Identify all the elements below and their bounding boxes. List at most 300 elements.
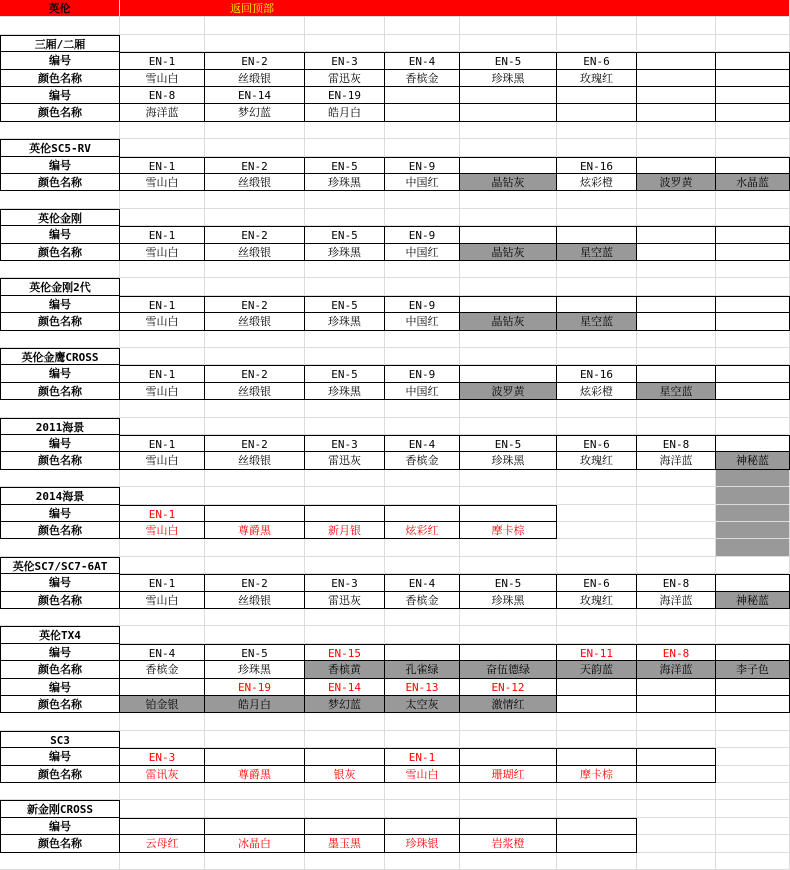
header-spacer[interactable] [637, 731, 716, 748]
header-spacer[interactable] [716, 209, 790, 226]
code-cell[interactable] [205, 818, 305, 835]
grid-cell[interactable] [460, 400, 557, 417]
grid-cell[interactable] [716, 783, 790, 800]
row-label-color[interactable]: 颜色名称 [0, 104, 120, 121]
color-name-cell[interactable]: 丝缎银 [205, 592, 305, 609]
header-spacer[interactable] [305, 35, 385, 52]
color-name-cell[interactable]: 海洋蓝 [637, 661, 716, 678]
color-name-cell[interactable]: 玫瑰红 [557, 70, 637, 87]
grid-cell[interactable] [205, 470, 305, 487]
section-title[interactable]: 英伦金刚2代 [0, 278, 120, 295]
row-label-color[interactable]: 颜色名称 [0, 174, 120, 191]
row-label-color[interactable]: 颜色名称 [0, 313, 120, 330]
color-name-cell[interactable]: 新月银 [305, 522, 385, 539]
grid-cell[interactable] [637, 800, 716, 817]
grid-cell[interactable] [305, 17, 385, 34]
color-name-cell[interactable] [557, 104, 637, 121]
color-name-cell[interactable]: 皓月白 [205, 696, 305, 713]
color-name-cell[interactable]: 太空灰 [385, 696, 460, 713]
header-spacer[interactable] [205, 418, 305, 435]
header-spacer[interactable] [637, 418, 716, 435]
code-cell[interactable]: EN-4 [385, 435, 460, 452]
header-spacer[interactable] [305, 348, 385, 365]
grid-cell[interactable] [0, 853, 120, 870]
color-name-cell[interactable]: 岩浆橙 [460, 835, 557, 852]
grid-cell[interactable] [120, 17, 205, 34]
code-cell[interactable]: EN-11 [557, 644, 637, 661]
code-cell[interactable] [637, 748, 716, 765]
grid-cell[interactable] [460, 539, 557, 556]
code-cell[interactable] [460, 296, 557, 313]
color-name-cell[interactable]: 晶钻灰 [460, 244, 557, 261]
header-spacer[interactable] [385, 800, 460, 817]
grid-cell[interactable] [205, 17, 305, 34]
code-cell[interactable] [385, 87, 460, 104]
code-cell[interactable] [460, 87, 557, 104]
grid-cell[interactable] [716, 261, 790, 278]
header-spacer[interactable] [557, 209, 637, 226]
grid-cell[interactable] [385, 609, 460, 626]
color-name-cell[interactable]: 铂金银 [120, 696, 205, 713]
grid-cell[interactable] [460, 122, 557, 139]
color-name-cell[interactable]: 中国红 [385, 313, 460, 330]
header-spacer[interactable] [120, 557, 205, 574]
code-cell[interactable] [716, 644, 790, 661]
grid-cell[interactable] [0, 191, 120, 208]
grid-cell[interactable] [716, 713, 790, 730]
header-spacer[interactable] [460, 487, 557, 504]
grid-cell[interactable] [460, 331, 557, 348]
header-spacer[interactable] [716, 278, 790, 295]
row-label-code[interactable]: 编号 [0, 574, 120, 591]
color-name-cell[interactable]: 雪山白 [120, 70, 205, 87]
code-cell[interactable]: EN-2 [205, 296, 305, 313]
color-name-cell[interactable]: 中国红 [385, 383, 460, 400]
code-cell[interactable] [460, 157, 557, 174]
grid-cell[interactable] [557, 539, 637, 556]
grid-cell[interactable] [460, 783, 557, 800]
code-cell[interactable] [120, 818, 205, 835]
grid-cell[interactable] [205, 783, 305, 800]
color-name-cell[interactable]: 珍珠银 [385, 835, 460, 852]
code-cell[interactable] [637, 296, 716, 313]
code-cell[interactable]: EN-1 [120, 574, 205, 591]
grid-cell[interactable] [557, 505, 637, 522]
color-name-cell[interactable] [637, 696, 716, 713]
header-spacer[interactable] [460, 626, 557, 643]
code-cell[interactable]: EN-9 [385, 226, 460, 243]
grid-cell[interactable] [716, 800, 790, 817]
code-cell[interactable] [305, 505, 385, 522]
grid-cell[interactable] [120, 539, 205, 556]
header-spacer[interactable] [205, 209, 305, 226]
color-name-cell[interactable]: 炫彩橙 [557, 383, 637, 400]
section-title[interactable]: 英伦SC5-RV [0, 139, 120, 156]
header-spacer[interactable] [460, 278, 557, 295]
row-label-color[interactable]: 颜色名称 [0, 522, 120, 539]
grid-cell[interactable] [120, 783, 205, 800]
color-name-cell[interactable]: 珍珠黑 [305, 313, 385, 330]
grid-cell[interactable] [305, 191, 385, 208]
grid-cell[interactable] [120, 853, 205, 870]
color-name-cell[interactable]: 梦幻蓝 [205, 104, 305, 121]
code-cell[interactable] [557, 679, 637, 696]
code-cell[interactable]: EN-8 [637, 574, 716, 591]
row-label-code[interactable]: 编号 [0, 679, 120, 696]
color-name-cell[interactable]: 珍珠黑 [305, 244, 385, 261]
row-label-code[interactable]: 编号 [0, 87, 120, 104]
code-cell[interactable] [385, 505, 460, 522]
row-label-color[interactable]: 颜色名称 [0, 383, 120, 400]
header-spacer[interactable] [205, 731, 305, 748]
header-spacer[interactable] [385, 418, 460, 435]
row-label-color[interactable]: 颜色名称 [0, 592, 120, 609]
grid-cell[interactable] [305, 261, 385, 278]
color-name-cell[interactable]: 星空蓝 [637, 383, 716, 400]
color-name-cell[interactable]: 星空蓝 [557, 313, 637, 330]
row-label-code[interactable]: 编号 [0, 748, 120, 765]
code-cell[interactable] [716, 296, 790, 313]
color-name-cell[interactable]: 雷迅灰 [305, 592, 385, 609]
header-spacer[interactable] [385, 278, 460, 295]
header-spacer[interactable] [557, 278, 637, 295]
header-spacer[interactable] [557, 557, 637, 574]
row-label-color[interactable]: 颜色名称 [0, 835, 120, 852]
back-to-top-link[interactable]: 返回顶部 [120, 0, 790, 17]
code-cell[interactable]: EN-19 [205, 679, 305, 696]
header-spacer[interactable] [460, 139, 557, 156]
header-spacer[interactable] [385, 139, 460, 156]
color-name-cell[interactable] [716, 104, 790, 121]
code-cell[interactable]: EN-6 [557, 435, 637, 452]
header-spacer[interactable] [385, 209, 460, 226]
grid-cell[interactable] [305, 539, 385, 556]
grid-cell[interactable] [557, 400, 637, 417]
grid-cell[interactable] [0, 331, 120, 348]
code-cell[interactable] [460, 505, 557, 522]
row-label-code[interactable]: 编号 [0, 435, 120, 452]
color-name-cell[interactable] [460, 104, 557, 121]
grid-cell[interactable] [637, 818, 716, 835]
grid-cell[interactable] [120, 470, 205, 487]
header-spacer[interactable] [460, 418, 557, 435]
code-cell[interactable]: EN-5 [460, 574, 557, 591]
code-cell[interactable] [637, 52, 716, 69]
header-spacer[interactable] [557, 800, 637, 817]
code-cell[interactable]: EN-1 [120, 226, 205, 243]
grid-cell[interactable] [120, 261, 205, 278]
color-name-cell[interactable]: 珍珠黑 [205, 661, 305, 678]
color-name-cell[interactable]: 珍珠黑 [460, 592, 557, 609]
header-spacer[interactable] [716, 418, 790, 435]
code-cell[interactable] [460, 644, 557, 661]
code-cell[interactable] [716, 52, 790, 69]
code-cell[interactable] [460, 748, 557, 765]
code-cell[interactable]: EN-5 [305, 296, 385, 313]
grid-cell[interactable] [205, 609, 305, 626]
grid-cell[interactable] [716, 400, 790, 417]
color-name-cell[interactable]: 墨玉黑 [305, 835, 385, 852]
code-cell[interactable] [557, 818, 637, 835]
grid-cell[interactable] [305, 609, 385, 626]
code-cell[interactable]: EN-1 [385, 748, 460, 765]
color-name-cell[interactable]: 海洋蓝 [120, 104, 205, 121]
header-spacer[interactable] [460, 557, 557, 574]
grid-cell[interactable] [0, 783, 120, 800]
color-name-cell[interactable]: 中国红 [385, 244, 460, 261]
grid-cell[interactable] [0, 400, 120, 417]
grid-cell[interactable] [716, 191, 790, 208]
grid-cell[interactable] [637, 522, 716, 539]
grid-cell[interactable] [460, 191, 557, 208]
code-cell[interactable]: EN-5 [460, 435, 557, 452]
grid-cell[interactable] [460, 713, 557, 730]
grid-cell[interactable] [716, 748, 790, 765]
code-cell[interactable]: EN-3 [305, 52, 385, 69]
code-cell[interactable] [716, 574, 790, 591]
grid-cell[interactable] [716, 331, 790, 348]
grid-cell[interactable] [637, 17, 716, 34]
color-name-cell[interactable]: 珍珠黑 [305, 383, 385, 400]
color-name-cell[interactable]: 中国红 [385, 174, 460, 191]
code-cell[interactable]: EN-4 [385, 574, 460, 591]
grid-cell[interactable] [460, 470, 557, 487]
grid-cell[interactable] [385, 853, 460, 870]
color-name-cell[interactable] [557, 696, 637, 713]
code-cell[interactable]: EN-8 [637, 435, 716, 452]
color-name-cell[interactable]: 雪山白 [120, 174, 205, 191]
color-name-cell[interactable]: 雪山白 [120, 244, 205, 261]
header-spacer[interactable] [716, 35, 790, 52]
color-name-cell[interactable]: 海洋蓝 [637, 452, 716, 469]
header-spacer[interactable] [205, 487, 305, 504]
color-name-cell[interactable] [716, 70, 790, 87]
grid-cell[interactable] [205, 261, 305, 278]
grid-cell[interactable] [120, 331, 205, 348]
code-cell[interactable]: EN-4 [385, 52, 460, 69]
code-cell[interactable]: EN-19 [305, 87, 385, 104]
row-label-code[interactable]: 编号 [0, 644, 120, 661]
header-spacer[interactable] [460, 800, 557, 817]
color-name-cell[interactable] [637, 70, 716, 87]
code-cell[interactable]: EN-8 [637, 644, 716, 661]
grid-cell[interactable] [557, 853, 637, 870]
code-cell[interactable]: EN-16 [557, 157, 637, 174]
header-spacer[interactable] [205, 35, 305, 52]
code-cell[interactable] [716, 435, 790, 452]
grid-cell[interactable] [637, 261, 716, 278]
color-name-cell[interactable] [637, 104, 716, 121]
color-name-cell[interactable]: 天韵蓝 [557, 661, 637, 678]
header-spacer[interactable] [205, 800, 305, 817]
code-cell[interactable]: EN-14 [305, 679, 385, 696]
section-title[interactable]: 英伦SC7/SC7-6AT [0, 557, 120, 574]
grid-cell[interactable] [557, 487, 637, 504]
color-name-cell[interactable] [637, 244, 716, 261]
code-cell[interactable] [557, 87, 637, 104]
header-spacer[interactable] [305, 278, 385, 295]
code-cell[interactable] [385, 644, 460, 661]
grid-cell[interactable] [637, 713, 716, 730]
code-cell[interactable]: EN-9 [385, 157, 460, 174]
color-name-cell[interactable]: 波罗黄 [460, 383, 557, 400]
color-name-cell[interactable] [637, 313, 716, 330]
grid-cell[interactable] [120, 713, 205, 730]
grid-cell[interactable] [120, 191, 205, 208]
grid-cell[interactable] [716, 731, 790, 748]
color-name-cell[interactable]: 香槟黄 [305, 661, 385, 678]
grid-cell[interactable] [557, 191, 637, 208]
grid-cell[interactable] [120, 400, 205, 417]
code-cell[interactable] [637, 679, 716, 696]
code-cell[interactable] [460, 226, 557, 243]
code-cell[interactable] [557, 296, 637, 313]
row-label-code[interactable]: 编号 [0, 505, 120, 522]
header-spacer[interactable] [305, 626, 385, 643]
color-name-cell[interactable]: 丝缎银 [205, 70, 305, 87]
grid-cell[interactable] [716, 609, 790, 626]
row-label-code[interactable]: 编号 [0, 818, 120, 835]
color-name-cell[interactable]: 炫彩橙 [557, 174, 637, 191]
color-name-cell[interactable]: 丝缎银 [205, 244, 305, 261]
section-title[interactable]: 英伦金刚 [0, 209, 120, 226]
code-cell[interactable] [716, 226, 790, 243]
grid-cell[interactable] [120, 609, 205, 626]
code-cell[interactable]: EN-1 [120, 505, 205, 522]
color-name-cell[interactable]: 香槟金 [385, 70, 460, 87]
row-label-color[interactable]: 颜色名称 [0, 696, 120, 713]
header-spacer[interactable] [716, 626, 790, 643]
header-spacer[interactable] [385, 348, 460, 365]
code-cell[interactable] [716, 87, 790, 104]
code-cell[interactable] [385, 818, 460, 835]
grid-cell[interactable] [637, 835, 716, 852]
grid-cell[interactable] [0, 261, 120, 278]
grid-cell[interactable] [305, 400, 385, 417]
grid-cell[interactable] [716, 853, 790, 870]
grid-cell[interactable] [637, 400, 716, 417]
header-spacer[interactable] [120, 487, 205, 504]
grid-cell[interactable] [305, 713, 385, 730]
grid-cell[interactable] [557, 713, 637, 730]
header-spacer[interactable] [305, 557, 385, 574]
header-spacer[interactable] [716, 348, 790, 365]
gray-filler-cell[interactable] [716, 470, 790, 487]
grid-cell[interactable] [557, 470, 637, 487]
grid-cell[interactable] [637, 505, 716, 522]
grid-cell[interactable] [557, 122, 637, 139]
section-title[interactable]: SC3 [0, 731, 120, 748]
grid-cell[interactable] [385, 470, 460, 487]
section-title[interactable]: 2014海景 [0, 487, 120, 504]
grid-cell[interactable] [557, 609, 637, 626]
grid-cell[interactable] [385, 539, 460, 556]
color-name-cell[interactable]: 炫彩红 [385, 522, 460, 539]
grid-cell[interactable] [637, 487, 716, 504]
color-name-cell[interactable]: 孔雀绿 [385, 661, 460, 678]
header-spacer[interactable] [385, 35, 460, 52]
grid-cell[interactable] [385, 261, 460, 278]
color-name-cell[interactable] [557, 835, 637, 852]
grid-cell[interactable] [305, 783, 385, 800]
row-label-code[interactable]: 编号 [0, 365, 120, 382]
header-spacer[interactable] [637, 139, 716, 156]
header-spacer[interactable] [120, 800, 205, 817]
header-spacer[interactable] [557, 731, 637, 748]
grid-cell[interactable] [557, 261, 637, 278]
color-name-cell[interactable]: 皓月白 [305, 104, 385, 121]
header-spacer[interactable] [120, 139, 205, 156]
color-name-cell[interactable]: 香槟金 [385, 592, 460, 609]
code-cell[interactable]: EN-1 [120, 157, 205, 174]
header-spacer[interactable] [460, 209, 557, 226]
color-name-cell[interactable]: 激情红 [460, 696, 557, 713]
header-spacer[interactable] [557, 348, 637, 365]
header-spacer[interactable] [385, 626, 460, 643]
header-spacer[interactable] [305, 731, 385, 748]
header-spacer[interactable] [305, 487, 385, 504]
color-name-cell[interactable]: 珍珠黑 [460, 70, 557, 87]
grid-cell[interactable] [120, 122, 205, 139]
code-cell[interactable]: EN-1 [120, 435, 205, 452]
code-cell[interactable]: EN-2 [205, 574, 305, 591]
color-name-cell[interactable]: 雷迅灰 [305, 70, 385, 87]
grid-cell[interactable] [637, 122, 716, 139]
code-cell[interactable] [205, 505, 305, 522]
code-cell[interactable]: EN-5 [460, 52, 557, 69]
code-cell[interactable] [716, 679, 790, 696]
grid-cell[interactable] [385, 331, 460, 348]
code-cell[interactable] [637, 365, 716, 382]
code-cell[interactable]: EN-2 [205, 435, 305, 452]
code-cell[interactable]: EN-6 [557, 52, 637, 69]
code-cell[interactable]: EN-8 [120, 87, 205, 104]
grid-cell[interactable] [0, 122, 120, 139]
header-spacer[interactable] [205, 278, 305, 295]
grid-cell[interactable] [205, 539, 305, 556]
header-spacer[interactable] [460, 731, 557, 748]
code-cell[interactable] [120, 679, 205, 696]
code-cell[interactable] [305, 818, 385, 835]
code-cell[interactable]: EN-5 [305, 157, 385, 174]
code-cell[interactable]: EN-4 [120, 644, 205, 661]
color-name-cell[interactable]: 海洋蓝 [637, 592, 716, 609]
header-spacer[interactable] [305, 209, 385, 226]
code-cell[interactable]: EN-3 [120, 748, 205, 765]
grid-cell[interactable] [0, 609, 120, 626]
grid-cell[interactable] [0, 539, 120, 556]
color-name-cell[interactable]: 星空蓝 [557, 244, 637, 261]
section-title[interactable]: 英伦TX4 [0, 626, 120, 643]
code-cell[interactable]: EN-14 [205, 87, 305, 104]
color-name-cell[interactable]: 玫瑰红 [557, 592, 637, 609]
grid-cell[interactable] [305, 122, 385, 139]
grid-cell[interactable] [716, 835, 790, 852]
color-name-cell[interactable]: 珊瑚红 [460, 766, 557, 783]
code-cell[interactable]: EN-2 [205, 365, 305, 382]
row-label-color[interactable]: 颜色名称 [0, 766, 120, 783]
color-name-cell[interactable]: 波罗黄 [637, 174, 716, 191]
color-name-cell[interactable]: 雪山白 [120, 383, 205, 400]
grid-cell[interactable] [637, 783, 716, 800]
code-cell[interactable]: EN-6 [557, 574, 637, 591]
grid-cell[interactable] [637, 191, 716, 208]
row-label-color[interactable]: 颜色名称 [0, 70, 120, 87]
grid-cell[interactable] [460, 853, 557, 870]
color-name-cell[interactable]: 奋伍德绿 [460, 661, 557, 678]
code-cell[interactable]: EN-5 [305, 365, 385, 382]
color-name-cell[interactable]: 银灰 [305, 766, 385, 783]
